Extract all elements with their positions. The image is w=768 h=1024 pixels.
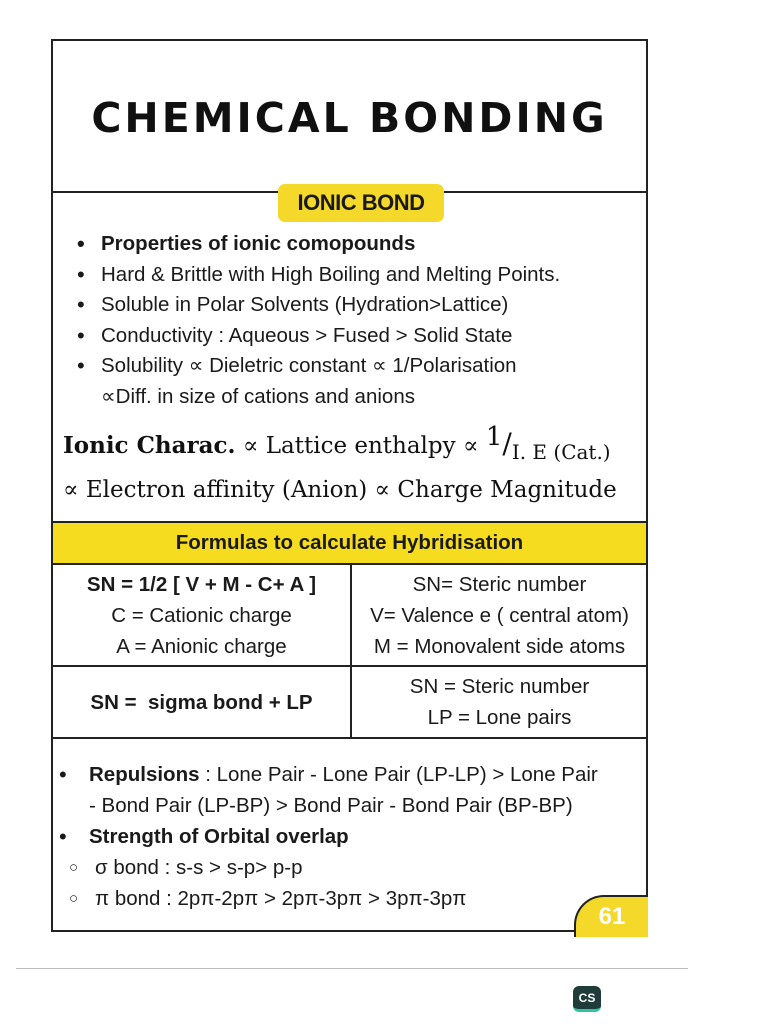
lone-pairs-def: LP = Lone pairs: [427, 706, 572, 729]
list-item: [77, 351, 560, 412]
lattice-enthalpy-text: ∝ Lattice enthalpy ∝: [242, 433, 486, 459]
ionic-properties-list: [77, 229, 560, 412]
fraction-numerator: 1: [485, 422, 503, 452]
hybridisation-header: Formulas to calculate Hybridisation: [53, 521, 646, 565]
table-column-divider: [350, 565, 352, 737]
scanner-logo-icon: CS: [573, 986, 601, 1012]
ionic-bond-badge: IONIC BOND: [278, 184, 444, 222]
steric-number-def: SN= Steric number: [412, 572, 587, 596]
cationic-charge-def: C = Cationic charge: [111, 603, 292, 627]
solubility-continuation: ∝Diff. in size of cations and anions: [101, 384, 415, 408]
sn-equals: SN =: [90, 690, 143, 714]
overlap-sublist: [89, 852, 598, 914]
fraction-slash: /: [502, 427, 512, 460]
sigma-lp-formula: sigma bond + LP: [147, 690, 313, 714]
repulsions-continuation: - Bond Pair (LP-BP) > Bond Pair - Bond Pair (BP-BP): [89, 794, 573, 817]
monovalent-def: M = Monovalent side atoms: [373, 634, 626, 658]
bonding-notes-list: [59, 759, 598, 914]
list-item: [59, 821, 598, 914]
ionic-character-line-2: ∝ Electron affinity (Anion) ∝ Charge Magnitude: [63, 477, 617, 503]
steric-number-def-2: SN = Steric number: [409, 675, 590, 698]
page-bottom-rule: [16, 968, 688, 969]
title-box: [53, 41, 646, 193]
ionic-character-label: Ionic Charac.: [63, 432, 236, 459]
table-bottom-divider: [53, 737, 646, 739]
list-item-continuation: [59, 790, 598, 821]
formula-cell-sn: [53, 565, 350, 665]
anionic-charge-def: A = Anionic charge: [116, 634, 287, 658]
pi-bond-item: ○ π bond : 2pπ-2pπ > 2pπ-3pπ > 3pπ-3pπ: [59, 883, 598, 914]
valence-def: V= Valence e ( central atom): [370, 603, 629, 627]
page-title: CHEMICAL BONDING: [91, 94, 608, 142]
sn-formula: SN = 1/2 [ V + M - C+ A ]: [86, 572, 317, 596]
sigma-bond-item: ○ σ bond : s-s > s-p> p-p: [59, 852, 598, 883]
list-item: • Soluble in Polar Solvents (Hydration>Lattice): [77, 290, 560, 321]
repulsions-text: : Lone Pair - Lone Pair (LP-LP) > Lone Pair: [199, 763, 598, 786]
definitions-cell-1: [351, 565, 648, 665]
list-item: • Properties of ionic comopounds: [77, 229, 560, 260]
fraction-denominator: I. E (Cat.): [511, 440, 611, 464]
solubility-text: Solubility ∝ Dieletric constant ∝ 1/Polarisation: [101, 354, 517, 377]
ionic-character-relation: [63, 421, 648, 513]
page-number-tab: 61: [574, 895, 648, 937]
list-item: • Conductivity : Aqueous > Fused > Solid State: [77, 321, 560, 352]
formula-cell-sigma: [53, 667, 350, 737]
strength-label: Strength of Orbital overlap: [89, 825, 349, 848]
repulsions-label: Repulsions: [89, 763, 200, 786]
list-item: • Hard & Brittle with High Boiling and Melting Points.: [77, 260, 560, 291]
page-card: [51, 39, 648, 932]
ionic-character-line-1: [63, 421, 648, 467]
definitions-cell-2: [351, 667, 648, 737]
list-item: [59, 759, 598, 790]
